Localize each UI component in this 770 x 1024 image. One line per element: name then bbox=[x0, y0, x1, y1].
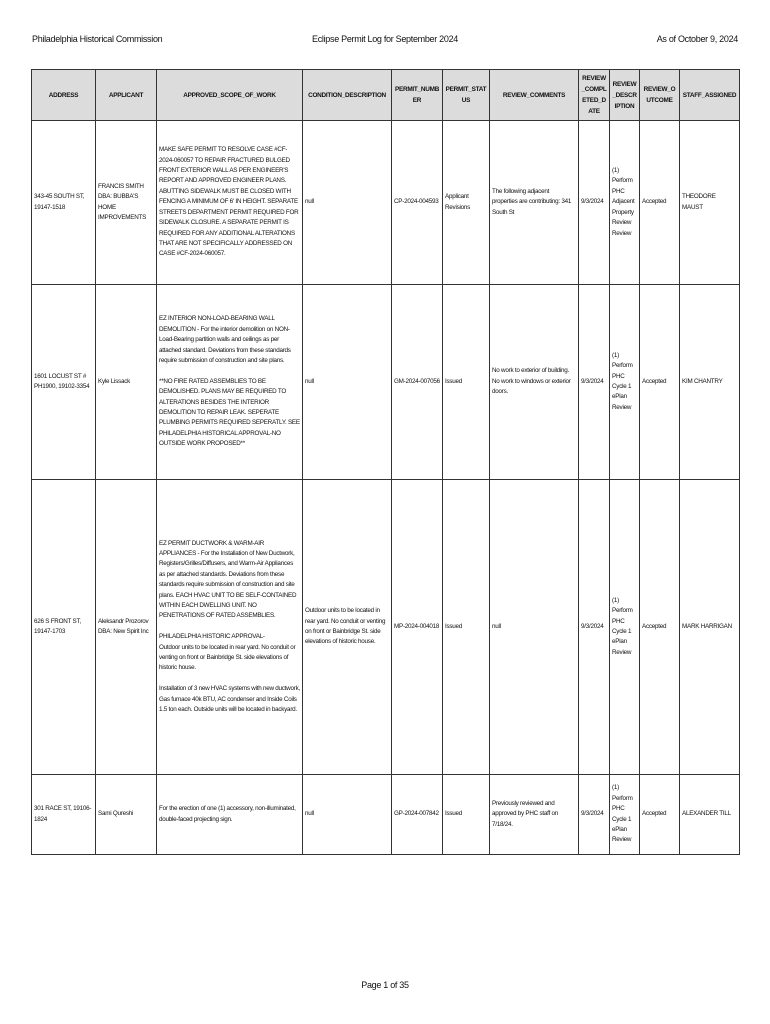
cell-address: 301 RACE ST, 19106-1824 bbox=[32, 775, 96, 855]
col-header-address: ADDRESS bbox=[32, 70, 96, 121]
cell-review-completed-date: 9/3/2024 bbox=[579, 285, 610, 480]
col-header-staff-assigned: STAFF_ASSIGNED bbox=[680, 70, 740, 121]
table-row bbox=[32, 285, 740, 480]
cell-scope: EZ PERMIT DUCTWORK & WARM-AIR APPLIANCES - For the Installation of New Ductwork, Registers/Grilles/Diffusers, and Warm-Air Appliances as per attached standards. Deviations from these standards require submission of construction and site plans. EACH HVAC UNIT TO BE SELF-CONTAINED WITHIN EACH DWELLING UNIT. NO PENETRATIONS OF RATED ASSEMBLIES. PHILADELPHIA HISTORIC APPROVAL- Outdoor units to be located in rear yard. No conduit or venting on front or Bainbridge St. side elevations of historic house. Installation of 3 new HVAC systems with new ductwork, Gas furnace 40k BTU, AC condenser and Inside Coils 1.5 ton each. Outside units will be located in backyard. bbox=[157, 480, 303, 775]
cell-applicant: FRANCIS SMITH DBA: BUBBA'S HOME IMPROVEMENTS bbox=[96, 121, 157, 285]
cell-condition: Outdoor units to be located in rear yard. No conduit or venting on front or Bainbridge St. side elevations of historic house. bbox=[303, 480, 392, 775]
cell-review-outcome: Accepted bbox=[640, 480, 680, 775]
cell-permit-number: GM-2024-007056 bbox=[392, 285, 443, 480]
cell-applicant: Sami Qureshi bbox=[96, 775, 157, 855]
cell-permit-status: Issued bbox=[443, 480, 490, 775]
cell-address: 626 S FRONT ST, 19147-1703 bbox=[32, 480, 96, 775]
cell-condition: null bbox=[303, 121, 392, 285]
cell-review-description: (1) Perform PHC Cycle 1 ePlan Review bbox=[610, 285, 640, 480]
cell-staff-assigned: THEODORE MAUST bbox=[680, 121, 740, 285]
document-title: Eclipse Permit Log for September 2024 bbox=[312, 34, 458, 44]
cell-address: 1601 LOCUST ST # PH1900, 19102-3354 bbox=[32, 285, 96, 480]
cell-staff-assigned: MARK HARRIGAN bbox=[680, 480, 740, 775]
table-row bbox=[32, 775, 740, 855]
cell-review-comments: Previously reviewed and approved by PHC staff on 7/18/24. bbox=[490, 775, 579, 855]
as-of-date: As of October 9, 2024 bbox=[656, 34, 738, 44]
col-header-applicant: APPLICANT bbox=[96, 70, 157, 121]
col-header-review-description: REVIEW_DESCRIPTION bbox=[610, 70, 640, 121]
cell-review-completed-date: 9/3/2024 bbox=[579, 775, 610, 855]
cell-permit-number: MP-2024-004018 bbox=[392, 480, 443, 775]
cell-review-outcome: Accepted bbox=[640, 121, 680, 285]
col-header-review-outcome: REVIEW_OUTCOME bbox=[640, 70, 680, 121]
permit-log-table bbox=[31, 69, 740, 855]
header-left: Philadelphia Historical Commission bbox=[32, 34, 163, 44]
cell-address: 343-45 SOUTH ST, 19147-1518 bbox=[32, 121, 96, 285]
cell-permit-number: CP-2024-004593 bbox=[392, 121, 443, 285]
table-row bbox=[32, 480, 740, 775]
cell-permit-number: GP-2024-007842 bbox=[392, 775, 443, 855]
cell-review-comments: null bbox=[490, 480, 579, 775]
cell-condition: null bbox=[303, 775, 392, 855]
cell-staff-assigned: KIM CHANTRY bbox=[680, 285, 740, 480]
cell-review-description: (1) Perform PHC Adjacent Property Review Review bbox=[610, 121, 640, 285]
cell-review-completed-date: 9/3/2024 bbox=[579, 480, 610, 775]
cell-scope: MAKE SAFE PERMIT TO RESOLVE CASE #CF-2024-060057 TO REPAIR FRACTURED BULGED FRONT EXTERIOR WALL AS PER ENGINEER'S REPORT AND APPROVED ENGINEER PLANS. ABUTTING SIDEWALK MUST BE CLOSED WITH FENCING A MINIMUM OF 6' IN HEIGHT. SEPARATE STREETS DEPARTMENT PERMIT REQUIRED FOR SIDEWALK CLOSURE. A SEPARATE PERMIT IS REQUIRED FOR ANY ADDITIONAL ALTERATIONS THAT ARE NOT SPECIFICALLY ADDRESSED ON CASE #CF-2024-060057. bbox=[157, 121, 303, 285]
table-row bbox=[32, 121, 740, 285]
cell-permit-status: Issued bbox=[443, 775, 490, 855]
cell-staff-assigned: ALEXANDER TILL bbox=[680, 775, 740, 855]
cell-applicant: Aleksandr Prozorov DBA: New Spirit Inc bbox=[96, 480, 157, 775]
col-header-permit-status: PERMIT_STATUS bbox=[443, 70, 490, 121]
cell-review-description: (1) Perform PHC Cycle 1 ePlan Review bbox=[610, 775, 640, 855]
page-number: Page 1 of 35 bbox=[361, 980, 409, 990]
col-header-scope: APPROVED_SCOPE_OF_WORK bbox=[157, 70, 303, 121]
cell-scope: For the erection of one (1) accessory, non-illuminated, double-faced projecting sign. bbox=[157, 775, 303, 855]
cell-review-description: (1) Perform PHC Cycle 1 ePlan Review bbox=[610, 480, 640, 775]
cell-review-completed-date: 9/3/2024 bbox=[579, 121, 610, 285]
col-header-condition: CONDITION_DESCRIPTION bbox=[303, 70, 392, 121]
cell-review-comments: No work to exterior of building. No work to windows or exterior doors. bbox=[490, 285, 579, 480]
col-header-review-comments: REVIEW_COMMENTS bbox=[490, 70, 579, 121]
col-header-permit-number: PERMIT_NUMBER bbox=[392, 70, 443, 121]
cell-condition: null bbox=[303, 285, 392, 480]
cell-applicant: Kyle Lissack bbox=[96, 285, 157, 480]
cell-permit-status: Applicant Revisions bbox=[443, 121, 490, 285]
cell-scope: EZ INTERIOR NON-LOAD-BEARING WALL DEMOLITION - For the interior demolition on NON-Load-Bearing partition walls and ceilings as per attached standard. Deviations from these standards require submission of construction and site plans. **NO FIRE RATED ASSEMBLIES TO BE DEMOLISHED. PLANS MAY BE REQUIRED TO ALTERATIONS BESIDES THE INTERIOR DEMOLITION TO REPAIR LEAK. SEPERATE PLUMBING PERMITS REQUIRED SEPERATLY. SEE PHILADELPHIA HISTORICAL APPROVAL-NO OUTSIDE WORK PROPOSED** bbox=[157, 285, 303, 480]
col-header-review-completed-date: REVIEW_COMPLETED_DATE bbox=[579, 70, 610, 121]
cell-permit-status: Issued bbox=[443, 285, 490, 480]
table-header-row bbox=[32, 70, 740, 121]
cell-review-outcome: Accepted bbox=[640, 775, 680, 855]
cell-review-comments: The following adjacent properties are contributing: 341 South St bbox=[490, 121, 579, 285]
cell-review-outcome: Accepted bbox=[640, 285, 680, 480]
